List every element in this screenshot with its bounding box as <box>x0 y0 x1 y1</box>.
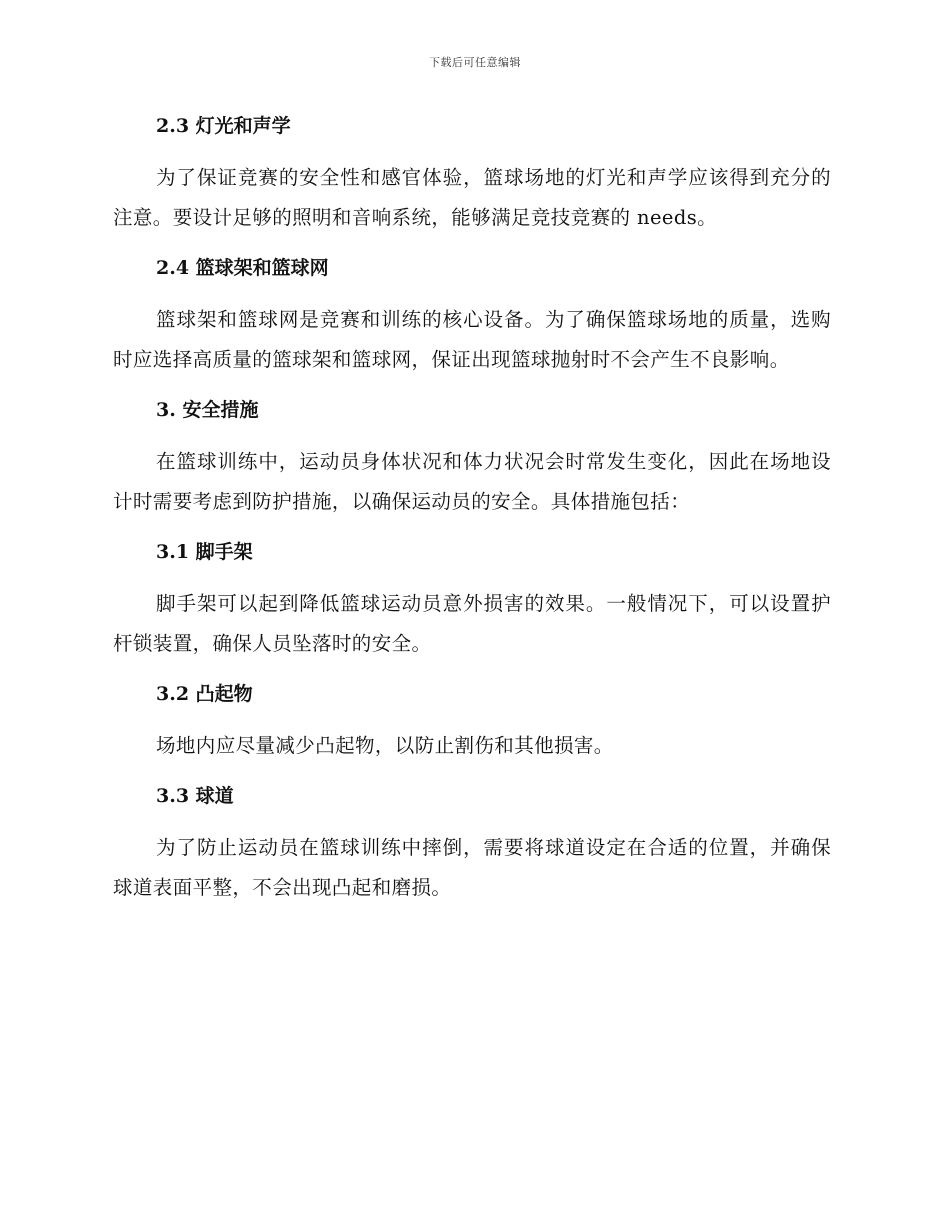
section-heading-3-3: 3.3 球道 <box>156 785 234 807</box>
section-paragraph-2-4: 篮球架和篮球网是竞赛和训练的核心设备。为了确保篮球场地的质量，选购时应选择高质量的篮球架和篮球网，保证出现篮球抛射时不会产生不良影响。 <box>113 308 831 371</box>
section-heading-3-1: 3.1 脚手架 <box>156 541 253 563</box>
section-paragraph-3-2: 场地内应尽量减少凸起物，以防止割伤和其他损害。 <box>156 734 614 757</box>
section-heading-3: 3. 安全措施 <box>156 399 259 421</box>
document-body <box>113 108 831 908</box>
section-paragraph-3-3: 为了防止运动员在篮球训练中摔倒，需要将球道设定在合适的位置，并确保球道表面平整，不会出现凸起和磨损。 <box>113 836 831 899</box>
section-paragraph-2-3: 为了保证竞赛的安全性和感官体验，篮球场地的灯光和声学应该得到充分的注意。要设计足够的照明和音响系统，能够满足竞技竞赛的 needs。 <box>113 166 831 229</box>
page-header-note: 下载后可任意编辑 <box>429 56 521 69</box>
section-heading-2-4: 2.4 篮球架和篮球网 <box>156 257 329 279</box>
section-paragraph-3: 在篮球训练中，运动员身体状况和体力状况会时常发生变化，因此在场地设计时需要考虑到防护措施，以确保运动员的安全。具体措施包括： <box>113 450 831 513</box>
section-heading-2-3: 2.3 灯光和声学 <box>156 115 291 137</box>
section-heading-3-2: 3.2 凸起物 <box>156 683 253 705</box>
section-paragraph-3-1: 脚手架可以起到降低篮球运动员意外损害的效果。一般情况下，可以设置护杆锁装置，确保人员坠落时的安全。 <box>113 592 831 655</box>
